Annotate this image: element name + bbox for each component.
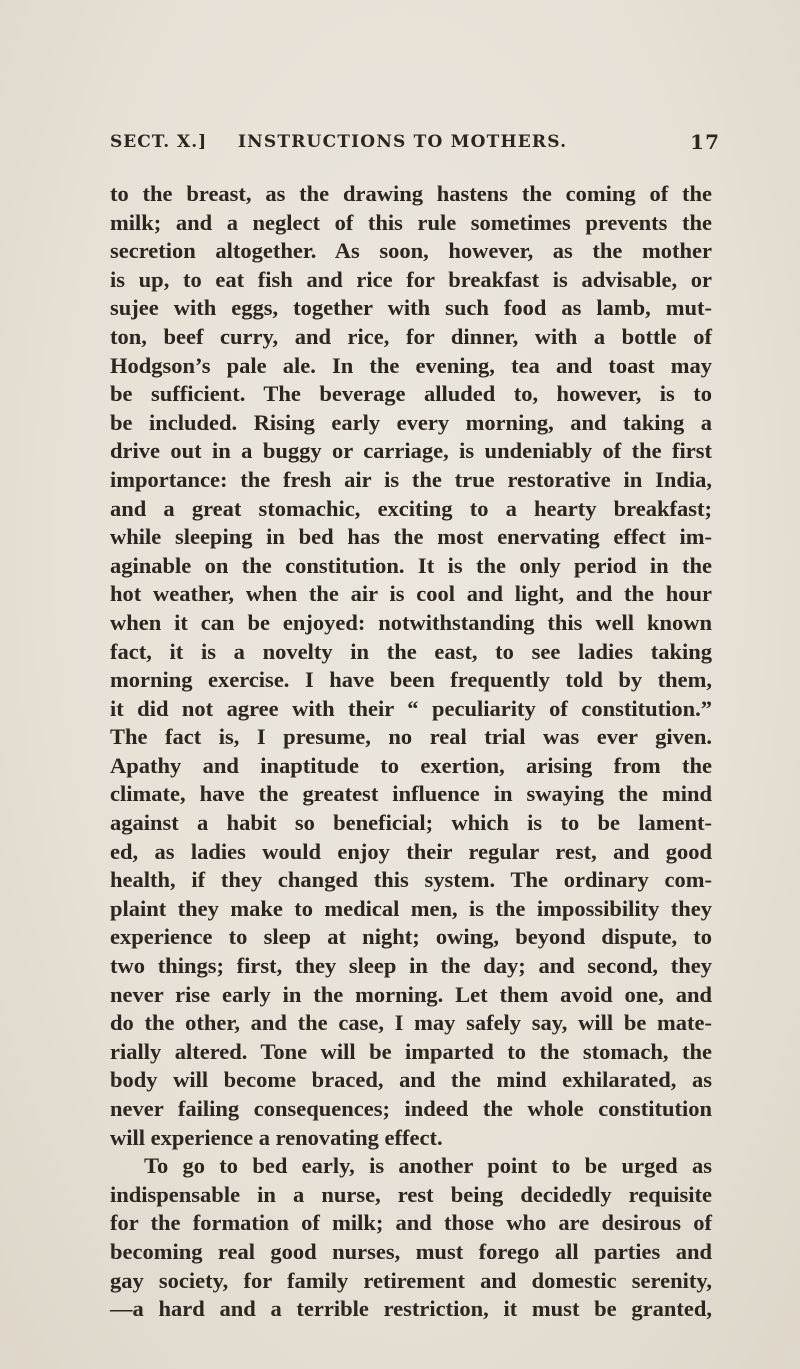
- text-line: health, if they changed this system. The ordinary com-: [110, 867, 712, 893]
- body-text: [110, 180, 712, 1324]
- text-line: Apathy and inaptitude to exertion, arising from the: [110, 752, 712, 778]
- text-line: to the breast, as the drawing hastens the coming of the: [110, 181, 712, 206]
- text-line: —a hard and a terrible restriction, it must be granted,: [110, 1296, 712, 1322]
- text-line: secretion altogether. As soon, however, as the mother: [110, 238, 712, 264]
- text-line: ton, beef curry, and rice, for dinner, with a bottle of: [110, 323, 712, 349]
- running-header: [110, 132, 720, 160]
- page-number: 17: [690, 130, 720, 154]
- text-line: rially altered. Tone will be imparted to the stomach, the: [110, 1038, 712, 1064]
- text-line: for the formation of milk; and those who are desirous of: [110, 1210, 712, 1236]
- text-line: aginable on the constitution. It is the only period in the: [110, 552, 712, 578]
- text-line: morning exercise. I have been frequently told by them,: [110, 667, 712, 693]
- text-line: indispensable in a nurse, rest being decidedly requisite: [110, 1181, 712, 1207]
- text-line: climate, have the greatest influence in swaying the mind: [110, 781, 712, 807]
- text-line: Hodgson’s pale ale. In the evening, tea and toast may: [110, 352, 712, 378]
- running-title: INSTRUCTIONS TO MOTHERS.: [238, 132, 568, 152]
- text-line: experience to sleep at night; owing, beyond dispute, to: [110, 924, 712, 950]
- text-line: plaint they make to medical men, is the impossibility they: [110, 895, 712, 921]
- text-line: never rise early in the morning. Let them avoid one, and: [110, 981, 712, 1007]
- text-line: do the other, and the case, I may safely say, will be mate-: [110, 1010, 712, 1036]
- text-line: sujee with eggs, together with such food as lamb, mut-: [110, 295, 712, 321]
- text-line: body will become braced, and the mind exhilarated, as: [110, 1067, 712, 1093]
- text-line: be sufficient. The beverage alluded to, however, is to: [110, 381, 712, 407]
- text-line: ed, as ladies would enjoy their regular rest, and good: [110, 838, 712, 864]
- section-label: SECT. X.]: [110, 132, 208, 152]
- text-line: against a habit so beneficial; which is to be lament-: [110, 810, 712, 836]
- text-line: fact, it is a novelty in the east, to see ladies taking: [110, 638, 712, 664]
- text-line: hot weather, when the air is cool and light, and the hour: [110, 581, 712, 607]
- text-line: importance: the fresh air is the true restorative in India,: [110, 466, 712, 492]
- text-line: milk; and a neglect of this rule sometimes prevents the: [110, 209, 712, 235]
- paragraph-end-line: will experience a renovating effect.: [110, 1124, 443, 1150]
- text-line: and a great stomachic, exciting to a hearty breakfast;: [110, 495, 712, 521]
- text-line: while sleeping in bed has the most enervating effect im-: [110, 524, 712, 550]
- text-line: it did not agree with their “ peculiarity of constitution.”: [110, 695, 712, 721]
- text-line: gay society, for family retirement and domestic serenity,: [110, 1267, 712, 1293]
- text-line: two things; first, they sleep in the day; and second, they: [110, 953, 712, 979]
- paragraph-start-line: To go to bed early, is another point to be urged as: [144, 1153, 712, 1179]
- text-line: is up, to eat fish and rice for breakfast is advisable, or: [110, 266, 712, 292]
- text-line: drive out in a buggy or carriage, is undeniably of the first: [110, 438, 712, 464]
- text-line: when it can be enjoyed: notwithstanding this well known: [110, 609, 712, 635]
- text-line: be included. Rising early every morning, and taking a: [110, 409, 712, 435]
- text-line: becoming real good nurses, must forego all parties and: [110, 1238, 712, 1264]
- text-line: The fact is, I presume, no real trial was ever given.: [110, 724, 712, 750]
- text-line: never failing consequences; indeed the whole constitution: [110, 1096, 712, 1121]
